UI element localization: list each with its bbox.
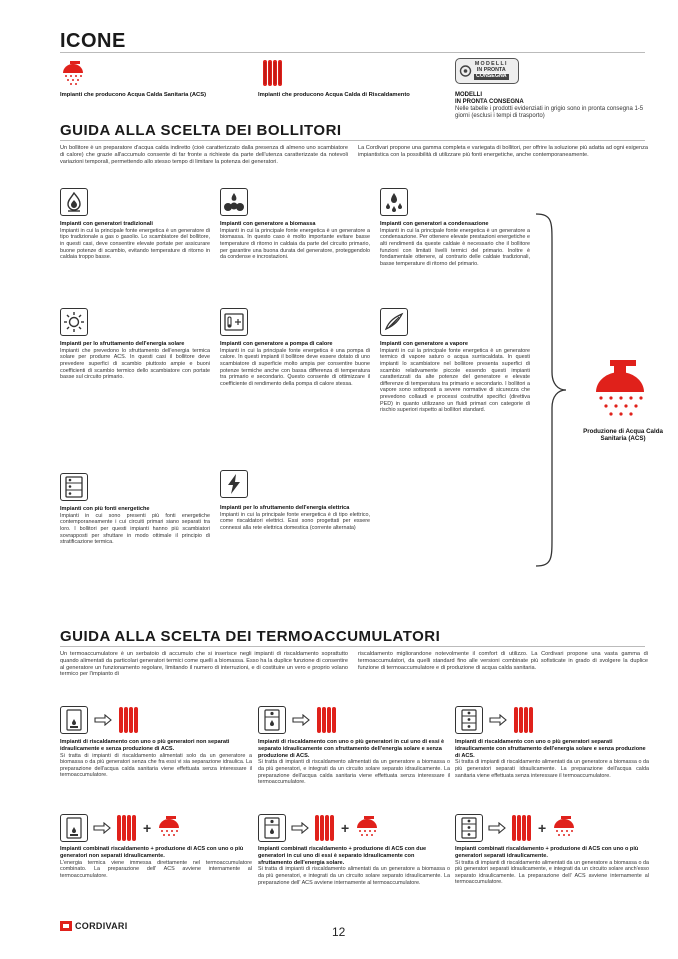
bollitori-intro-left: Un bollitore è un preparatore d'acqua calda indiretto (cioè caratterizzato dalla presenza di almeno uno scambiatore di calore) che grazie all'accumulo consente di far fronte a richieste da parte dell'utenza caratterizzate da notevoli variazioni temporali, permettendo allo stesso tempo di limitare la potenza dei generatori. — [60, 145, 348, 165]
bollitori-intro-right: La Cordivari propone una gamma completa e variegata di bollitori, per offrire la soluzione più adatta ad ogni esigenza impiantistica con la possibilità di utilizzare più fonti energetiche, anche contemporaneamente. — [358, 145, 649, 158]
bollitore-item-title: Impianti con generatore a pompa di calore — [220, 341, 333, 347]
acs-production-label: Produzione di Acqua Calda Sanitaria (ACS) — [583, 428, 663, 443]
termo-item-6 — [455, 846, 649, 886]
title-rule — [60, 52, 645, 53]
termo-item-1 — [60, 739, 252, 779]
termo-item-3 — [455, 739, 649, 779]
bollitore-item-text: Impianti in cui la principale fonte energetica è un generatore a condensazione. Per ottenere elevate prestazioni energetiche e alti rendimenti da queste caldaie è necessario che il bollitore funzioni con limitati livelli termici del primario. Inoltre è fondamentale ottenere, al contrario delle caldaie tradizionali, basse temperature di ritorno del primario. — [380, 227, 530, 267]
radiator-icon — [262, 58, 284, 88]
arrow-right-icon — [291, 822, 309, 834]
termo-diagram-6 — [455, 811, 645, 845]
termo-item-4 — [60, 846, 252, 879]
tank-solar-icon-box — [258, 814, 286, 842]
multi-source-icon-box — [60, 473, 88, 501]
bollitore-item-title: Impianti con generatore a biomassa — [220, 221, 316, 227]
tank-icon — [64, 709, 84, 731]
termo-item-title: Impianti di riscaldamento con uno o più generatori separati idraulicamente con sfruttamento dell'energia solare e senza produzione di ACS. — [455, 739, 646, 759]
bollitore-item-7 — [60, 506, 210, 546]
bollitore-item-text: Impianti che prevedono lo sfruttamento dell'energia termica solare per produrre ACS. In questi casi il bollitore deve prevedere superfici di scambio piuttosto ampie e buoni coefficienti di scambio termico dello scambiatore con portate basse sul circuito primario. — [60, 347, 210, 381]
bollitore-item-title: Impianti con più fonti energetiche — [60, 506, 150, 512]
lightning-icon-box — [220, 470, 248, 498]
condensing-icon-box — [380, 188, 408, 216]
plus-icon: + — [341, 820, 350, 836]
termo-item-text: Si tratta di impianti di riscaldamento alimentati da un generatore a biomassa o da più generatori, e integrati da un circuito solare separato idraulicamente. La preparazione dell' ACS avviene internamente al termoaccumulatore. — [258, 866, 450, 886]
bollitore-item-6 — [380, 341, 530, 414]
shower-icon — [354, 815, 380, 841]
tank-solar-icon-box — [258, 706, 286, 734]
tank-solar-icon — [262, 817, 282, 839]
shower-icon — [156, 815, 182, 841]
radiator-icon — [511, 813, 533, 843]
shower-icon — [551, 815, 577, 841]
badge-line2: IN PRONTA — [476, 67, 506, 74]
badge-line1: MODELLI — [474, 61, 508, 68]
heat-pump-icon — [223, 311, 245, 333]
condensing-icon — [384, 191, 404, 213]
tank-multi-icon-box — [455, 814, 483, 842]
termo-item-text: Si tratta di impianti di riscaldamento alimentati solo da un generatore a biomassa o da più generatori senza che fra essi vi sia separazione idraulica. La preparazione dell'acqua calda sanitaria viene effettuata senza interessare il termoaccumulatore. — [60, 752, 252, 779]
badge-line3: CONSEGNA — [476, 72, 507, 79]
tank-icon-box — [60, 814, 88, 842]
bollitore-item-text: Impianti in cui la principale fonte energetica è di tipo elettrico, come riscaldatori elettrici. Essi sono progettati per essere connessi alla rete elettrica domestica (corrente alternata) — [220, 511, 370, 531]
bollitore-item-text: Impianti in cui la principale fonte energetica è un generatore di tipo tradizionale a gas o gasolio. Lo scambiatore del bollitore, in questi casi, deve consentire elevate portate per assicurare buone potenze di scambio, evitando temperature di ritorno in caldaia troppo basse. — [60, 227, 210, 261]
acs-production-shower-icon — [592, 360, 650, 422]
lightning-icon — [225, 473, 243, 495]
modelli-title1: MODELLI — [455, 92, 482, 98]
termo-item-text: Si tratta di impianti di riscaldamento alimentati da un generatore a biomassa o da più generatori, e integrati da un circuito solare separato idraulicamente. La preparazione dell'acqua calda sanitaria viene effettuata senza interessare il termoaccumulatore. — [258, 759, 450, 786]
termo-diagram-3 — [455, 703, 615, 737]
termo-item-5 — [258, 846, 450, 886]
termo-diagram-4 — [60, 811, 250, 845]
termo-item-title: Impianti combinati riscaldamento + produzione di ACS con due generatori in cui uno di essi è separato idraulicamente con sfruttamento dell'energia solare. — [258, 846, 427, 866]
bollitore-item-text: Impianti in cui sono presenti più fonti energetiche contemporaneamente i cui circuiti primari siano separati tra loro. I bollitori per questi impianti hanno più scambiatori sovrapposti per sfruttare in modo ottimale il principio di stratificazione termica. — [60, 512, 210, 546]
bollitore-item-title: Impianti per lo sfruttamento dell'energia elettrica — [220, 505, 350, 511]
termo-diagram-5 — [258, 811, 448, 845]
tank-multi-icon-box — [455, 706, 483, 734]
biomass-icon — [223, 192, 245, 212]
arrow-right-icon — [488, 822, 506, 834]
bollitore-item-5 — [220, 341, 370, 387]
cordivari-logo-icon — [60, 921, 72, 931]
termo-item-title: Impianti di riscaldamento con uno o più generatori non separati idraulicamente e senza produzione di ACS. — [60, 739, 230, 752]
bollitore-item-title: Impianti con generatori a condensazione — [380, 221, 489, 227]
termo-item-title: Impianti di riscaldamento con uno o più generatori in cui uno di essi è separato idraulicamente con sfruttamento dell'energia solare e senza produzione di ACS. — [258, 739, 445, 759]
sun-icon-box — [60, 308, 88, 336]
steam-icon — [383, 311, 405, 333]
bollitore-item-title: Impianti con generatore a vapore — [380, 341, 468, 347]
termo-diagram-2 — [258, 703, 418, 737]
biomass-icon-box — [220, 188, 248, 216]
termo-rule — [60, 646, 645, 647]
multi-source-icon — [63, 476, 85, 498]
tank-solar-icon — [262, 709, 282, 731]
modelli-desc: Nelle tabelle i prodotti evidenziati in grigio sono in pronta consegna 1-5 giorni (esclusi i tempi di trasporto) — [455, 106, 644, 119]
page-title: ICONE — [60, 30, 126, 52]
modelli-title2: IN PRONTA CONSEGNA — [455, 99, 524, 105]
radiator-icon — [116, 813, 138, 843]
bollitore-item-title: Impianti per lo sfruttamento dell'energia solare — [60, 341, 185, 347]
arrow-right-icon — [489, 714, 507, 726]
arrow-right-icon — [292, 714, 310, 726]
bollitore-item-4 — [60, 341, 210, 381]
plus-icon: + — [143, 820, 152, 836]
termo-item-2 — [258, 739, 450, 786]
termo-intro-left: Un termoaccumulatore è un serbatoio di accumulo che si inserisce negli impianti di riscaldamento soprattutto quando alimentati da particolari generatori termici come quelli a biomassa. Esso ha la duplice funzione di consentire al generatore un funzionamento regolare, limitando il numero di interruzioni, e di costituire un vero e proprio volano termico per l'impianto di — [60, 651, 348, 678]
termo-intro-right: riscaldamento migliorandone notevolmente il comfort di utilizzo. La Cordivari propone una vasta gamma di termoaccumulatori, da quelli standard fino alle versioni combinate più sofisticate in grado di svolgere la duplice funzione di termoaccumulatore e di produzione di acqua calda sanitaria. — [358, 651, 648, 671]
bollitore-item-3 — [380, 221, 530, 267]
heat-pump-icon-box — [220, 308, 248, 336]
termo-item-title: Impianti combinati riscaldamento + produzione di ACS con uno o più generatori separati idraulicamente. — [455, 846, 639, 859]
radiator-icon — [513, 705, 535, 735]
footer-brand: CORDIVARI — [75, 921, 128, 931]
risc-legend-label: Impianti che producono Acqua Calda di Riscaldamento — [258, 92, 410, 98]
footer-logo — [60, 921, 128, 931]
bollitore-item-8 — [220, 505, 370, 532]
pronta-consegna-badge — [455, 58, 519, 84]
steam-icon-box — [380, 308, 408, 336]
termo-item-text: L'energia termica viene immessa direttamente nel termoaccumulatore combinato. La preparazione dell' ACS avviene internamente al termoaccumulatore. — [60, 859, 252, 879]
termo-item-text: Si tratta di impianti di riscaldamento alimentati da un generatore a biomassa o da più generatori separati idraulicamente. La preparazione dell'acqua calda sanitaria viene effettuata senza interessare il termoaccumulatore. — [455, 759, 649, 779]
termo-item-text: Si tratta di impianti di riscaldamento alimentati da un generatore a biomassa o da più generatori separati idraulicamente, e integrati da un circuito solare anch'esso separato idraulicamente. La preparazione dell' ACS avviene internamente al termoaccumulatore. — [455, 859, 649, 886]
curly-brace — [532, 212, 570, 568]
bollitore-item-1 — [60, 221, 210, 261]
shower-icon — [60, 60, 86, 86]
bollitore-item-title: Impianti con generatori tradizionali — [60, 221, 153, 227]
bollitori-rule — [60, 140, 645, 141]
bollitore-item-2 — [220, 221, 370, 261]
radiator-icon — [118, 705, 140, 735]
bollitore-item-text: Impianti in cui la principale fonte energetica è un generatore termico di vapore saturo o acqua surriscaldata. In questi impianti lo scambiatore nel bollitore presenta superfici di scambio relativamente piccole essendo questi impianti caratterizzati da alte potenze del generatore e elevate differenze di temperatura tra primario e secondario. I bollitori a vapore sono sottoposti a severe normative di sicurezza che prevedono collaudi e processi costruttivi specifici (direttiva PED) in quanto utilizzano un fluidi primari con categorie di rischio superiori rispetto ai bollitori standard. — [380, 347, 530, 414]
termo-diagram-1 — [60, 703, 220, 737]
termo-title: GUIDA ALLA SCELTA DEI TERMOACCUMULATORI — [60, 628, 441, 645]
bollitore-item-text: Impianti in cui la principale fonte energetica è una pompa di calore. In questi impianti il bollitore deve essere dotato di uno scambiatore di superficie molto ampia per consentire buone potenze termiche anche con bassa differenza di temperatura tra primario e secondario. Questo consente di ottimizzare il coefficiente di rendimento della pompa di calore stessa. — [220, 347, 370, 387]
flame-icon-box — [60, 188, 88, 216]
tank-multi-icon — [459, 709, 479, 731]
tank-icon-box — [60, 706, 88, 734]
sun-icon — [63, 311, 85, 333]
arrow-right-icon — [94, 714, 112, 726]
arrow-right-icon — [93, 822, 111, 834]
bollitore-item-text: Impianti in cui la principale fonte energetica è un generatore a biomassa. In questo caso è molto importante evitare basse temperature di ritorno in caldaia da parte del circuito primario, per garantire una buona durata del generatore, proteggendolo da condense e incrostazioni. — [220, 227, 370, 261]
badge-gear-icon — [459, 63, 472, 79]
termo-item-title: Impianti combinati riscaldamento + produzione di ACS con uno o più generatori non separati idraulicamente. — [60, 846, 244, 859]
acs-legend-label: Impianti che producono Acqua Calda Sanitaria (ACS) — [60, 92, 207, 98]
tank-icon — [64, 817, 84, 839]
radiator-icon — [316, 705, 338, 735]
radiator-icon — [314, 813, 336, 843]
bollitori-title: GUIDA ALLA SCELTA DEI BOLLITORI — [60, 122, 342, 139]
tank-multi-icon — [459, 817, 479, 839]
page-number: 12 — [332, 925, 346, 939]
plus-icon: + — [538, 820, 547, 836]
flame-icon — [65, 192, 83, 212]
